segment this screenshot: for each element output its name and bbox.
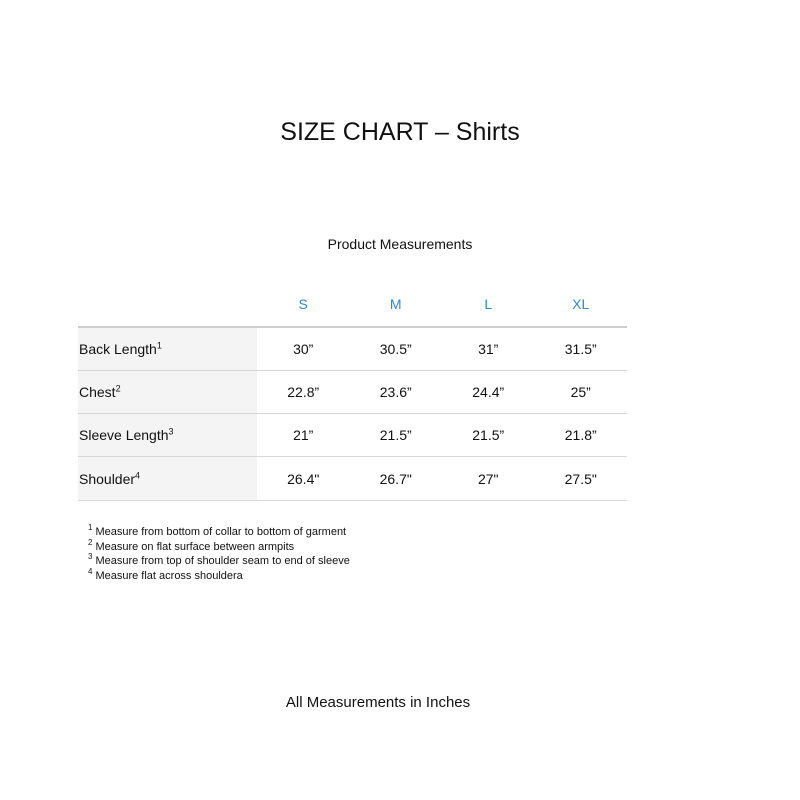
table-row-sleeve-length [78, 414, 627, 457]
row-label-text: Chest [79, 384, 116, 400]
footnote-number: 2 [88, 537, 93, 547]
footnotes [88, 525, 350, 583]
table-cell: 30.5” [349, 327, 442, 371]
table-cell: 21” [257, 414, 350, 457]
table-subtitle: Product Measurements [327, 236, 473, 252]
size-header-s: S [257, 282, 350, 327]
table-cell: 21.8” [534, 414, 627, 457]
page-title: SIZE CHART – Shirts [280, 118, 520, 146]
footnote-text: Measure from bottom of collar to bottom of garment [95, 526, 347, 538]
footnote [88, 554, 350, 569]
row-label-text: Shoulder [79, 470, 136, 487]
row-label [78, 371, 257, 414]
footnote [88, 525, 350, 540]
table-cell: 31” [442, 327, 535, 371]
table-cell: 23.6” [349, 371, 442, 414]
row-label-text: Back Length [79, 341, 157, 357]
footnote-number: 3 [88, 552, 93, 562]
footnote [88, 566, 350, 584]
table-cell: 21.5” [349, 414, 442, 457]
table-cell: 31.5” [534, 327, 627, 371]
row-label [78, 327, 257, 371]
row-label-text: Sleeve Length [79, 427, 169, 443]
table-row-chest [78, 371, 627, 414]
table-cell: 27.5" [534, 457, 627, 501]
footnote-text: Measure flat across shouldera [95, 569, 243, 582]
units-footer: All Measurements in Inches [285, 694, 471, 711]
header-corner [78, 282, 257, 327]
table-cell: 22.8” [257, 371, 350, 414]
footnote-marker: 4 [135, 469, 141, 480]
table-cell: 25” [534, 371, 627, 414]
footnote-marker: 3 [168, 426, 174, 437]
row-label [78, 457, 257, 501]
table-cell: 21.5” [442, 414, 535, 457]
size-header-xl: XL [534, 282, 627, 327]
table-cell: 27" [442, 457, 535, 501]
size-header-l: L [442, 282, 535, 327]
table-cell: 26.4" [257, 457, 350, 501]
footnote-number: 1 [88, 523, 93, 533]
table-row-shoulder [78, 457, 627, 501]
table-row-back-length [78, 327, 627, 371]
row-label [78, 414, 257, 457]
footnote-text: Measure from top of shoulder seam to end of sleeve [95, 555, 350, 567]
table-cell: 24.4” [442, 371, 535, 414]
table-cell: 26.7" [349, 457, 442, 501]
footnote-marker: 2 [115, 383, 121, 394]
size-header-row [78, 282, 627, 327]
size-header-m: M [349, 282, 442, 327]
footnote-number: 4 [88, 566, 93, 576]
footnote-marker: 1 [156, 340, 162, 351]
footnote-text: Measure on flat surface between armpits [95, 540, 295, 553]
footnote [88, 537, 350, 555]
table-cell: 30” [257, 327, 350, 371]
size-table [78, 282, 627, 501]
